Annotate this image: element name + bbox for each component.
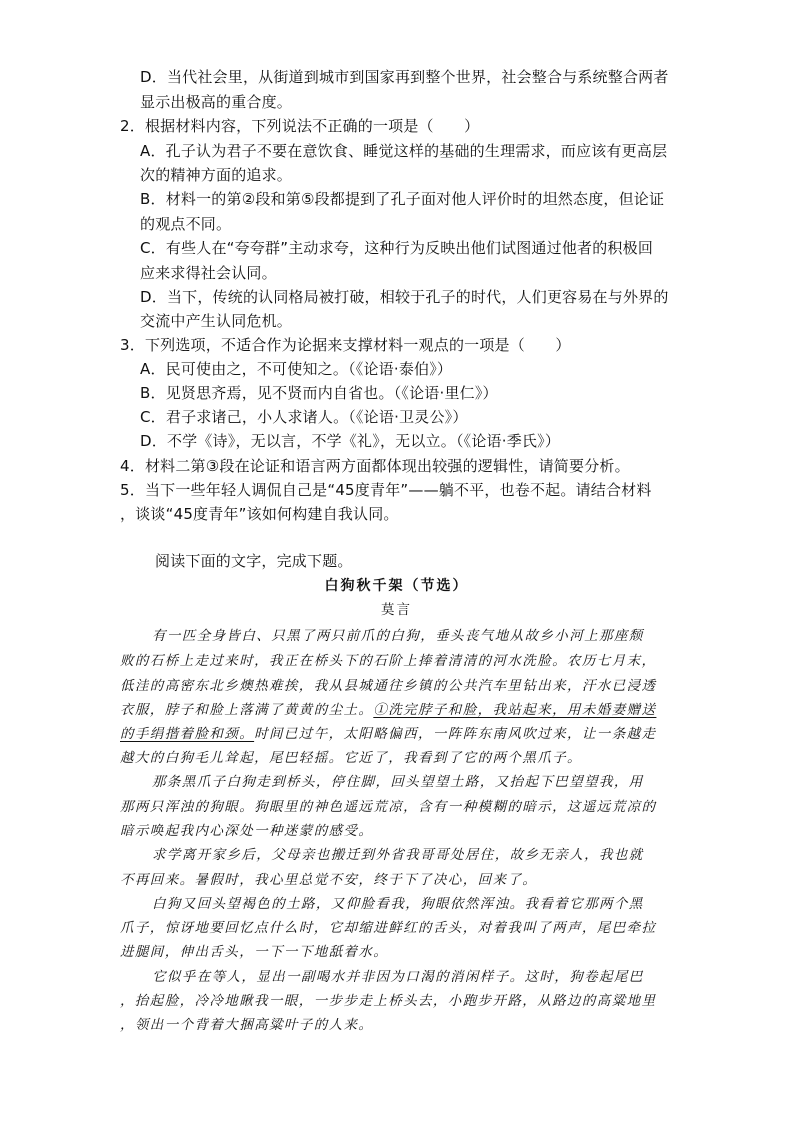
option-3d: D．不学《诗》，无以言，不学《礼》，无以立。（《论语·季氏》） [140,432,561,450]
option-2a-line1: A．孔子认为君子不要在意饮食、睡觉这样的基础的生理需求，而应该有更高层 [140,142,668,160]
passage-para4-line2: 爪子，惊讶地要回忆点什么时，它却缩进鲜红的舌头，对着我叫了两声，尾巴牵拉 [120,920,657,936]
passage-author: 莫言 [381,602,412,618]
passage-para4-line1: 白狗又回头望褐色的土路，又仰脸看我，狗眼依然浑浊。我看着它那两个黑 [152,896,644,912]
option-3c: C．君子求诸己，小人求诸人。（《论语·卫灵公》） [140,408,468,426]
option-2c-line1: C．有些人在“夸夸群”主动求夸，这种行为反映出他们试图通过他者的积极回 [140,239,654,257]
option-2d-line2: 交流中产生认同危机。 [140,312,293,330]
passage-para1-line4 [120,700,656,720]
passage-para5-line2: ，抬起脸，冷冷地瞅我一眼，一步步走上桥头去，小跑步开路，从路边的高粱地里 [120,993,657,1009]
passage-text: 时间已过午，太阳略偏西，一阵阵东南风吹过来，让一条越走 [254,726,657,742]
option-3b: B．见贤思齐焉，见不贤而内自省也。（《论语·里仁》） [140,384,498,402]
passage-para1-line2: 败的石桥上走过来时，我正在桥头下的石阶上捧着清清的河水洗脸。农历七月末， [120,653,657,669]
passage-title: 白狗秋千架（节选） [324,578,469,594]
passage-para5-line1: 它似乎在等人，显出一副喝水并非因为口渴的消闲样子。这时，狗卷起尾巴 [152,969,644,985]
option-3a: A．民可使由之，不可使知之。（《论语·泰伯》） [140,360,453,378]
question-5-line2: ，谈谈“45度青年”该如何构建自我认同。 [120,505,399,523]
option-prev-d-line2: 显示出极高的重合度。 [140,93,293,111]
underlined-sentence-1-cont: 的手绢揩着脸和颈。 [120,726,255,742]
question-5-line1: 5．当下一些年轻人调侃自己是“45度青年”——躺不平，也卷不起。请结合材料 [120,481,652,499]
passage-para5-line3: ，领出一个背着大捆高粱叶子的人来。 [120,1017,374,1033]
underlined-sentence-1: ①洗完脖子和脸，我站起来，用未婚妻赠送 [373,702,657,718]
passage-para3-line2: 不再回来。暑假时，我心里总觉不安，终于下了决心，回来了。 [120,872,538,888]
passage-para4-line3: 进腿间，伸出舌头，一下一下地舐着水。 [120,944,389,960]
passage-para2-line1: 那条黑爪子白狗走到桥头，停住脚，回头望望土路，又抬起下巴望望我，用 [152,774,644,790]
option-2a-line2: 次的精神方面的追求。 [140,166,293,184]
question-3-stem: 3．下列选项，不适合作为论据来支撑材料一观点的一项是（ ） [120,336,571,354]
passage-para2-line2: 那两只浑浊的狗眼。狗眼里的神色遥远荒凉，含有一种模糊的暗示，这遥远荒凉的 [120,799,657,815]
passage-para1-line6: 越大的白狗毛儿耸起，尾巴轻摇。它近了，我看到了它的两个黑爪子。 [120,750,582,766]
option-prev-d-line1: D．当代社会里，从街道到城市到国家再到整个世界，社会整合与系统整合两者 [140,68,669,86]
option-2d-line1: D．当下，传统的认同格局被打破，相较于孔子的时代，人们更容易在与外界的 [140,288,669,306]
option-2b-line1: B．材料一的第②段和第⑤段都提到了孔子面对他人评价时的坦然态度，但论证 [140,190,665,208]
passage-para3-line1: 求学离开家乡后，父母亲也搬迁到外省我哥哥处居住，故乡无亲人，我也就 [152,847,644,863]
passage-para1-line1: 有一匹全身皆白、只黑了两只前爪的白狗，垂头丧气地从故乡小河上那座颓 [152,628,644,644]
passage-text: 衣服，脖子和脸上落满了黄黄的尘土。 [120,702,374,718]
option-2b-line2: 的观点不同。 [140,215,232,233]
passage-para1-line3: 低洼的高密东北乡燠热难挨，我从县城通往乡镇的公共汽车里钻出来，汗水已浸透 [120,678,657,694]
question-2-stem: 2．根据材料内容，下列说法不正确的一项是（ ） [120,117,480,135]
reading-instruction: 阅读下面的文字，完成下题。 [155,552,353,570]
passage-para1-line5 [120,724,656,744]
option-2c-line2: 应来求得社会认同。 [140,264,277,282]
passage-para2-line3: 暗示唤起我内心深处一种迷蒙的感受。 [120,823,374,839]
question-4: 4．材料二第③段在论证和语言两方面都体现出较强的逻辑性，请简要分析。 [120,457,630,475]
